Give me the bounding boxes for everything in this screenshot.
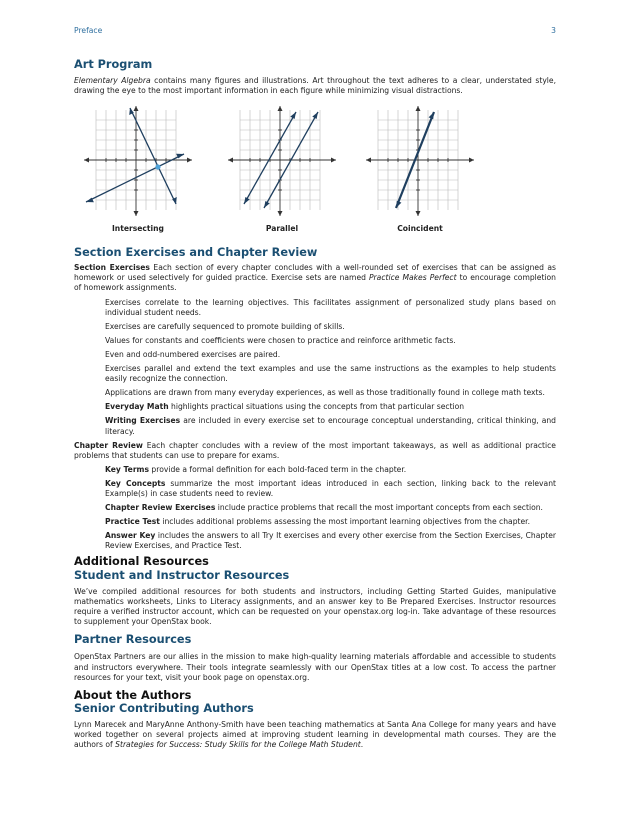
- partner-resources-heading: Partner Resources: [74, 632, 192, 646]
- list-item-everyday-math: Everyday Math highlights practical situations using the concepts from that particular section: [105, 402, 465, 412]
- senior-contributing-authors-heading: Senior Contributing Authors: [74, 702, 254, 716]
- figure-caption-coincident: Coincident: [397, 223, 443, 233]
- x-axis-arrow: [331, 157, 336, 162]
- list-item-answer-key: Answer Key includes the answers to all Try It exercises and every other exercise from the Section Exercises, Chapter Review Exercises, and Practice Test.: [105, 531, 556, 551]
- student-instructor-resources-paragraph: We’ve compiled additional resources for both students and instructors, including Getting Started Guides, manipulative mathematics worksheets, Links to Literacy assignments, and an answer key to Be Prepared Exercises. Instructor resources require a verified instructor account, which can be requested on your openstax.org log-in. Take advantage of these resources to supplement your OpenStax book.: [74, 586, 556, 626]
- section-exercises-intro: Section Exercises Each section of every chapter concludes with a well-rounded set of exercises that can be assigned as homework or used selectively for guided practice. Exercise sets are named Practice Makes Perfect to encourage completion of homework assignments.: [74, 263, 557, 293]
- chapter-review-list: [105, 465, 556, 552]
- book-title: Elementary Algebra: [74, 75, 151, 85]
- section-exercises-list: [105, 298, 556, 437]
- y-axis-arrow-bottom: [278, 211, 283, 216]
- y-axis-arrow-bottom: [416, 211, 421, 216]
- section-exercises-heading: Section Exercises and Chapter Review: [74, 245, 318, 259]
- page-number: 3: [551, 26, 556, 35]
- list-item: Even and odd-numbered exercises are paired.: [105, 349, 281, 359]
- art-program-heading: Art Program: [74, 58, 153, 71]
- x-axis-arrow-left: [228, 157, 233, 162]
- list-item: Applications are drawn from many everyday experiences, as well as those traditionally found in college math texts.: [105, 388, 545, 398]
- y-axis-arrow: [134, 106, 139, 111]
- senior-authors-paragraph: Lynn Marecek and MaryAnne Anthony-Smith have been teaching mathematics at Santa Ana College for many years and have worked together on several projects aimed at improving student learning in developmental math courses. They are the authors of Strategies for Success: Study Skills for the College Math Student.: [74, 719, 556, 750]
- list-item-writing-exercises: Writing Exercises are included in every exercise set to encourage conceptual understanding, critical thinking, and literacy.: [105, 416, 556, 436]
- intersection-point: [155, 164, 160, 169]
- list-item: Exercises correlate to the learning objectives. This facilitates assignment of personalized study plans based on individual student needs.: [105, 297, 556, 317]
- parallel-lines-graph: [224, 104, 340, 220]
- page-content: [74, 58, 556, 750]
- coincident-line-arrow-top: [429, 112, 434, 119]
- intersecting-lines-graph: [80, 104, 196, 220]
- parallel-line-one-arrow-bottom: [244, 197, 250, 204]
- x-axis-arrow-left: [366, 157, 371, 162]
- y-axis-arrow: [416, 106, 421, 111]
- student-instructor-resources-heading: Student and Instructor Resources: [74, 568, 290, 582]
- coincident-line-arrow-bottom: [396, 201, 401, 208]
- parallel-line-two-arrow-bottom: [264, 201, 270, 208]
- art-program-paragraph: Elementary Algebra contains many figures and illustrations. Art throughout the text adheres to a clear, understated style, drawing the eye to the most important information in each figure while minimizing visual distractions.: [74, 75, 557, 95]
- list-item: Values for constants and coefficients were chosen to practice and reinforce arithmetic facts.: [105, 335, 456, 345]
- coincident-lines-graph: [362, 104, 478, 220]
- list-item: Exercises parallel and extend the text examples and use the same instructions as the examples to help students easily recognize the connection.: [105, 364, 556, 384]
- chapter-review-paragraph: Chapter Review Each chapter concludes with a review of the most important takeaways, as well as additional practice problems that students can use to prepare for exams.: [74, 440, 556, 460]
- partner-resources-paragraph: OpenStax Partners are our allies in the mission to make high-quality learning materials affordable and accessible to students and instructors everywhere. Their tools integrate seamlessly with our OpenStax titles at a low cost. To access the partner resources for your text, visit your book page on openstax.org.: [74, 652, 556, 682]
- list-item-practice-test: Practice Test includes additional problems assessing the most important learning objectives from the chapter.: [105, 517, 531, 527]
- list-item-key-terms: Key Terms provide a formal definition for each bold-faced term in the chapter.: [105, 464, 407, 474]
- line-two: [86, 154, 184, 202]
- running-head: [74, 26, 556, 38]
- figure-caption-parallel: Parallel: [265, 223, 299, 233]
- list-item-key-concepts: Key Concepts summarize the most important ideas introduced in each section, linking back to the relevant Example(s) in case students need to review.: [105, 478, 556, 498]
- x-axis-arrow: [469, 157, 474, 162]
- parallel-line-two-arrow-top: [312, 112, 318, 119]
- about-authors-heading: About the Authors: [74, 688, 192, 702]
- y-axis-arrow-bottom: [134, 211, 139, 216]
- parallel-line-one-arrow-top: [290, 112, 296, 119]
- additional-resources-heading: Additional Resources: [74, 555, 209, 569]
- list-item-chapter-review-exercises: Chapter Review Exercises include practice problems that recall the most important concepts from each section.: [105, 503, 543, 513]
- figure-caption-intersecting: Intersecting: [111, 223, 164, 233]
- figure-row: [74, 100, 556, 246]
- running-head-title: Preface: [74, 26, 103, 35]
- x-axis-arrow-left: [84, 157, 89, 162]
- x-axis-arrow: [187, 157, 192, 162]
- list-item: Exercises are carefully sequenced to promote building of skills.: [105, 321, 345, 331]
- y-axis-arrow: [278, 106, 283, 111]
